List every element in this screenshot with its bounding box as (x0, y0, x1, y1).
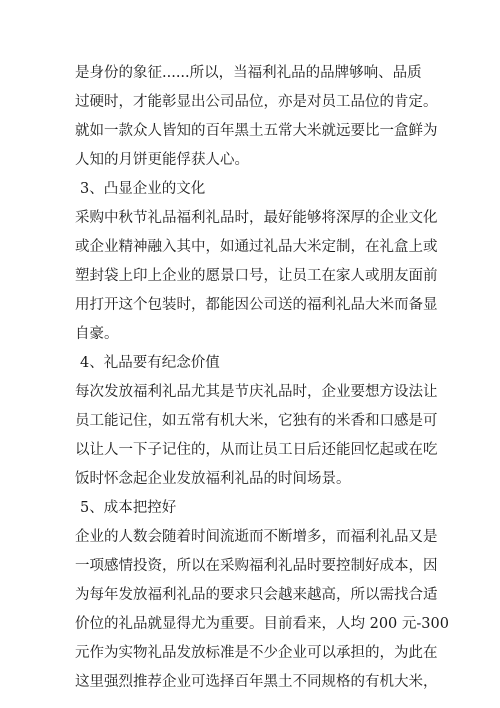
body-line: 采购中秋节礼品福利礼品时，最好能够将深厚的企业文化 (75, 210, 438, 226)
body-line: 每次发放福利礼品尤其是节庆礼品时，企业要想方设法让 (75, 384, 438, 400)
body-line: 以让人一下子记住的，从而让员工日后还能回忆起或在吃 (75, 442, 438, 458)
body-line: 一项感情投资，所以在采购福利礼品时要控制好成本，因 (75, 558, 438, 574)
body-line: 员工能记住，如五常有机大米，它独有的米香和口感是可 (75, 413, 438, 429)
body-line: 为每年发放福利礼品的要求只会越来越高，所以需找合适 (75, 587, 438, 603)
section-heading: 5、成本把控好 (80, 500, 177, 516)
body-line: 过硬时，才能彰显出公司品位，亦是对员工品位的肯定。 (75, 94, 438, 110)
body-line: 或企业精神融入其中，如通过礼品大米定制，在礼盒上或 (75, 239, 438, 255)
body-line: 自豪。 (75, 326, 119, 342)
body-line: 这里强烈推荐企业可选择百年黑土不同规格的有机大米， (75, 674, 438, 690)
body-line: 人知的月饼更能俘获人心。 (75, 152, 249, 168)
body-line: 用打开这个包装时，都能因公司送的福利礼品大米而备显 (75, 297, 438, 313)
section-heading: 3、凸显企业的文化 (80, 181, 206, 197)
section-heading: 4、礼品要有纪念价值 (80, 355, 220, 371)
body-line: 企业的人数会随着时间流逝而不断增多，而福利礼品又是 (75, 529, 438, 545)
body-line: 是身份的象征......所以，当福利礼品的品牌够响、品质 (75, 65, 422, 81)
body-line: 饭时怀念起企业发放福利礼品的时间场景。 (75, 471, 351, 487)
body-line: 价位的礼品就显得尤为重要。目前看来，人均 200 元-300 (75, 616, 449, 632)
body-line: 就如一款众人皆知的百年黑土五常大米就远要比一盒鲜为 (75, 123, 438, 139)
body-line: 塑封袋上印上企业的愿景口号，让员工在家人或朋友面前 (75, 268, 438, 284)
body-line: 元作为实物礼品发放标准是不少企业可以承担的，为此在 (75, 645, 438, 661)
